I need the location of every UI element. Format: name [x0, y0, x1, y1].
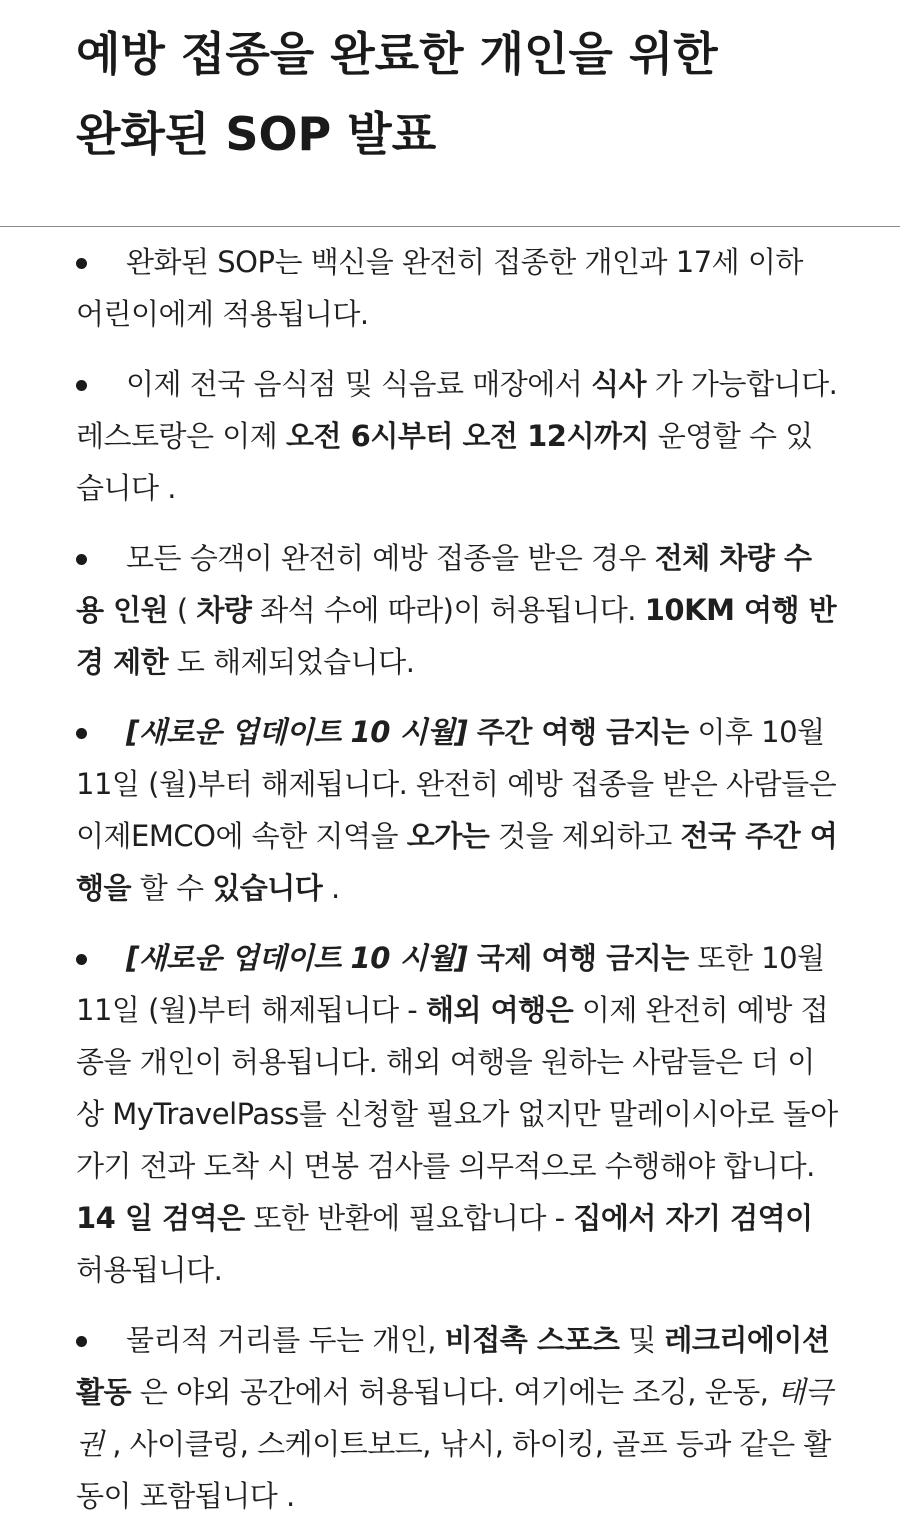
bullet-text: 할 수	[131, 871, 213, 905]
bullet-text: 이제 전국 음식점 및 식음료 매장에서	[126, 367, 592, 401]
bullet-text: 이후 10월 11일 (월)부터 해제됩니다. 완전히 예방 접종을 받은 사람들은 이제EMCO에 속한 지역을	[76, 715, 837, 853]
page-title	[76, 14, 876, 174]
bullet-bold-text: 오가는	[406, 819, 490, 853]
bullet-bold-text: 오전 6시부터 오전 12시까지	[286, 419, 650, 453]
bullet-text: 모든 승객이 완전히 예방 접종을 받은 경우	[126, 541, 655, 575]
bullet-bold-text: 해외 여행은	[426, 993, 574, 1027]
bullet-text: 또한 반환에 필요합니다 -	[244, 1201, 574, 1235]
bullet-icon	[76, 258, 87, 269]
bullet-bold-text: 식사	[591, 367, 647, 401]
bullet-item-interstate-travel	[76, 706, 838, 914]
bullet-bold-text: 차량	[196, 593, 252, 627]
bullet-text: .	[322, 871, 340, 905]
bullet-text: 완화된 SOP는 백신을 완전히 접종한 개인과 17세 이하 어린이에게 적용됩니다.	[76, 245, 803, 331]
bullet-text: 도 해제되었습니다.	[168, 645, 415, 679]
bullet-item-dining	[76, 358, 838, 514]
bullet-bold-text: 있습니다	[212, 871, 323, 905]
bullet-text: 및	[619, 1323, 665, 1357]
bullet-list	[76, 236, 838, 1540]
bullet-item-vehicle-capacity	[76, 532, 838, 688]
bullet-item-international-travel	[76, 932, 838, 1296]
update-tag: [새로운 업데이트 10 시월]	[126, 715, 468, 749]
bullet-icon	[76, 380, 87, 391]
bullet-text: 운영할 수 있습니다 .	[76, 419, 813, 505]
bullet-italic-text: 태극권	[76, 1375, 833, 1461]
bullet-icon	[76, 1336, 87, 1347]
bullet-text: 물리적 거리를 두는 개인,	[126, 1323, 445, 1357]
bullet-text: 이제 완전히 예방 접종을 개인이 허용됩니다. 해외 여행을 원하는 사람들은 더 이상 MyTravelPass를 신청할 필요가 없지만 말레이시아로 돌아가기 전과 도착 시 면봉 검사를 의무적으로 수행해야 합니다.	[76, 993, 838, 1183]
bullet-bold-text: 레크리에이션 활동	[76, 1323, 830, 1409]
bullet-bold-text: 10KM 여행 반경 제한	[76, 593, 837, 679]
bullet-icon	[76, 554, 87, 565]
bullet-bold-text: 주간 여행 금지는	[467, 715, 689, 749]
bullet-text: (	[168, 593, 197, 627]
update-tag: [새로운 업데이트 10 시월]	[126, 941, 468, 975]
bullet-text: 또한 10월 11일 (월)부터 해제됩니다 -	[76, 941, 825, 1027]
bullet-bold-text: 14 일 검역은	[76, 1201, 245, 1235]
page-title-line-1: 예방 접종을 완료한 개인을 위한	[76, 27, 718, 81]
bullet-bold-text: 전국 주간 여행을	[76, 819, 838, 905]
bullet-text: 좌석 수에 따라)이 허용됩니다.	[251, 593, 645, 627]
page-title-line-2: 완화된 SOP 발표	[76, 107, 437, 161]
bullet-icon	[76, 954, 87, 965]
bullet-bold-text: 국제 여행 금지는	[467, 941, 689, 975]
bullet-text: 가 가능합니다. 레스토랑은 이제	[76, 367, 838, 453]
bullet-bold-text: 비접촉 스포츠	[444, 1323, 620, 1357]
bullet-text: , 사이클링, 스케이트보드, 낚시, 하이킹, 골프 등과 같은 활동이 포함됩니다 .	[76, 1427, 831, 1513]
bullet-text: 은 야외 공간에서 허용됩니다. 여기에는 조깅, 운동,	[131, 1375, 778, 1409]
bullet-bold-text: 전체 차량 수용 인원	[76, 541, 812, 627]
bullet-item-sop-scope	[76, 236, 838, 340]
title-divider	[0, 226, 900, 227]
bullet-text: 것을 제외하고	[489, 819, 681, 853]
bullet-bold-text: 집에서 자기 검역이	[573, 1201, 813, 1235]
bullet-item-outdoor-sports	[76, 1314, 838, 1522]
bullet-text: 허용됩니다.	[76, 1253, 223, 1287]
bullet-icon	[76, 728, 87, 739]
